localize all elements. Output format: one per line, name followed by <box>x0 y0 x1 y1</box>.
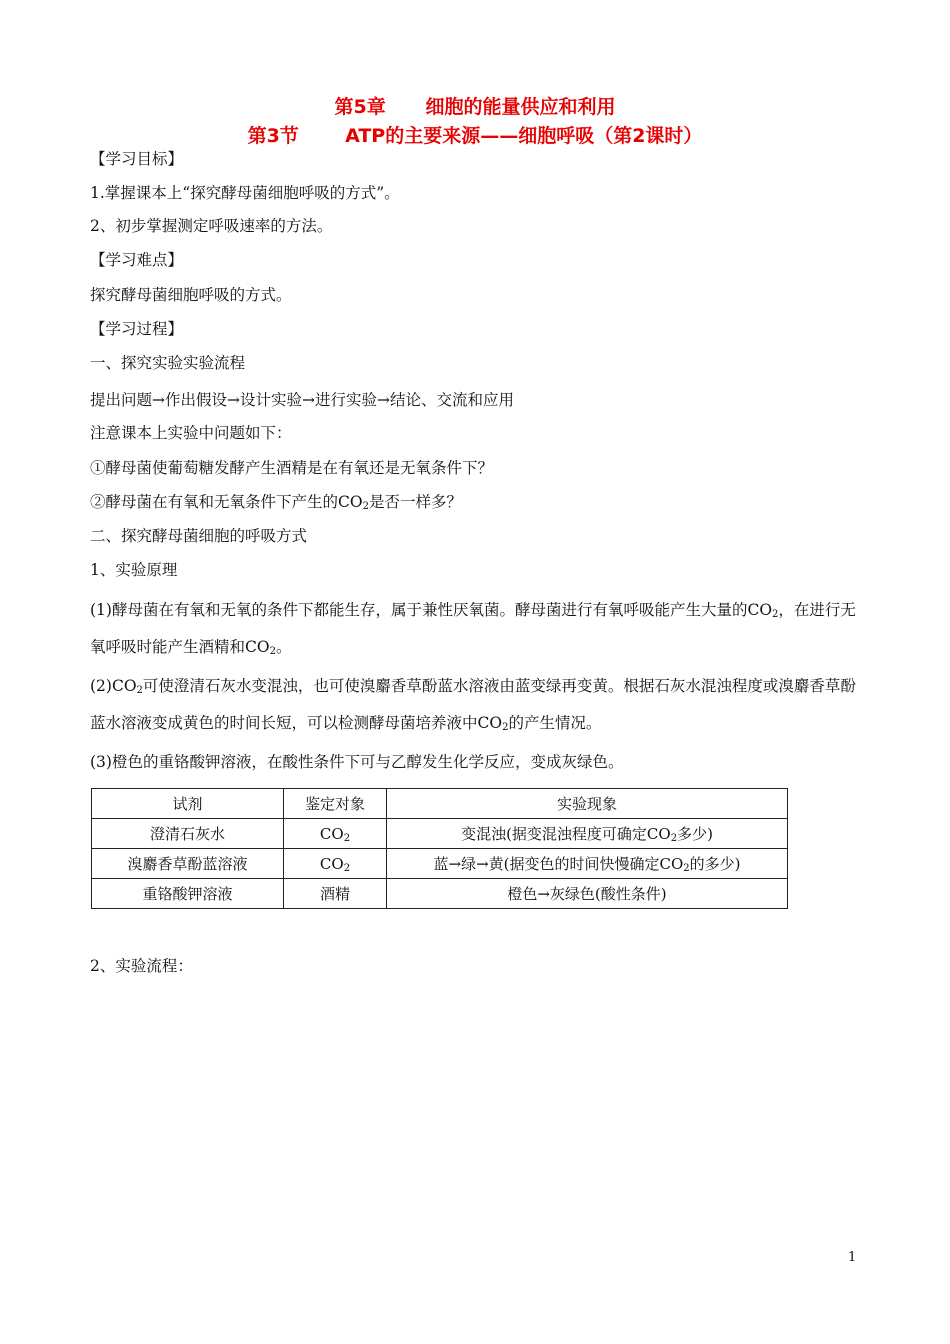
phenomenon-cell: 变混浊(据变混浊程度可确定$CO_2$多少) <box>387 819 788 849</box>
part1-question-1: ①酵母菌使葡萄糖发酵产生酒精是在有氧还是无氧条件下？ <box>90 459 494 477</box>
part1-question-2: ②酵母菌在有氧和无氧条件下产生的$CO_2$是否一样多？ <box>90 493 462 512</box>
table-header-cell: 实验现象 <box>387 789 788 819</box>
phenomenon-cell: 蓝→绿→黄(据变色的时间快慢确定$CO_2$的多少) <box>387 849 788 879</box>
principle-title: 1、实验原理 <box>90 561 178 579</box>
table-header-cell: 鉴定对象 <box>284 789 387 819</box>
part1-note: 注意课本上实验中问题如下： <box>90 424 292 442</box>
table-header-cell: 试剂 <box>92 789 284 819</box>
target-cell: $CO_2$ <box>284 849 387 879</box>
principle-paragraph-2: $(2)CO_2$可使澄清石灰水变混浊，也可使溴麝香草酚蓝水溶液由蓝变绿再变黄。根据石灰水混浊程度或溴麝香草酚蓝水溶液变成黄色的时间长短，可以检测酵母菌培养液中$CO_2$的产生情况。 <box>90 677 856 733</box>
part1-flow: 提出问题→作出假设→设计实验→进行实验→结论、交流和应用 <box>90 391 514 409</box>
page-number: 1 <box>848 1250 857 1265</box>
objective-item-2: 2、初步掌握测定呼吸速率的方法。 <box>90 217 333 235</box>
table-row <box>92 879 788 909</box>
principle-paragraph-1: (1)酵母菌在有氧和无氧的条件下都能生存，属于兼性厌氧菌。酵母菌进行有氧呼吸能产生大量的$CO_2$，在进行无氧呼吸时能产生酒精和$CO_2$。 <box>90 601 856 657</box>
chapter-title: 第5章 细胞的能量供应和利用 <box>334 96 616 118</box>
reagent-cell: 重铬酸钾溶液 <box>92 879 284 909</box>
target-cell: $CO_2$ <box>284 819 387 849</box>
reagent-cell: 澄清石灰水 <box>92 819 284 849</box>
table-row <box>92 819 788 849</box>
reagent-table <box>91 788 788 909</box>
reagent-cell: 溴麝香草酚蓝溶液 <box>92 849 284 879</box>
difficulty-text: 探究酵母菌细胞呼吸的方式。 <box>90 286 292 304</box>
part1-title: 一、探究实验实验流程 <box>90 354 246 372</box>
phenomenon-cell: 橙色→灰绿色(酸性条件) <box>387 879 788 909</box>
principle-paragraph-3: (3)橙色的重铬酸钾溶液，在酸性条件下可与乙醇发生化学反应，变成灰绿色。 <box>90 753 624 771</box>
table-header-row <box>92 789 788 819</box>
table-row <box>92 849 788 879</box>
flow-title: 2、实验流程： <box>90 957 193 975</box>
part2-title: 二、探究酵母菌细胞的呼吸方式 <box>90 527 308 545</box>
difficulty-heading: 【学习难点】 <box>90 251 184 269</box>
section-title: 第3节 ATP的主要来源——细胞呼吸（第2课时） <box>247 125 703 147</box>
objective-item-1: 1.掌握课本上“探究酵母菌细胞呼吸的方式”。 <box>90 184 400 202</box>
target-cell: 酒精 <box>284 879 387 909</box>
objectives-heading: 【学习目标】 <box>90 150 184 168</box>
process-heading: 【学习过程】 <box>90 320 184 338</box>
